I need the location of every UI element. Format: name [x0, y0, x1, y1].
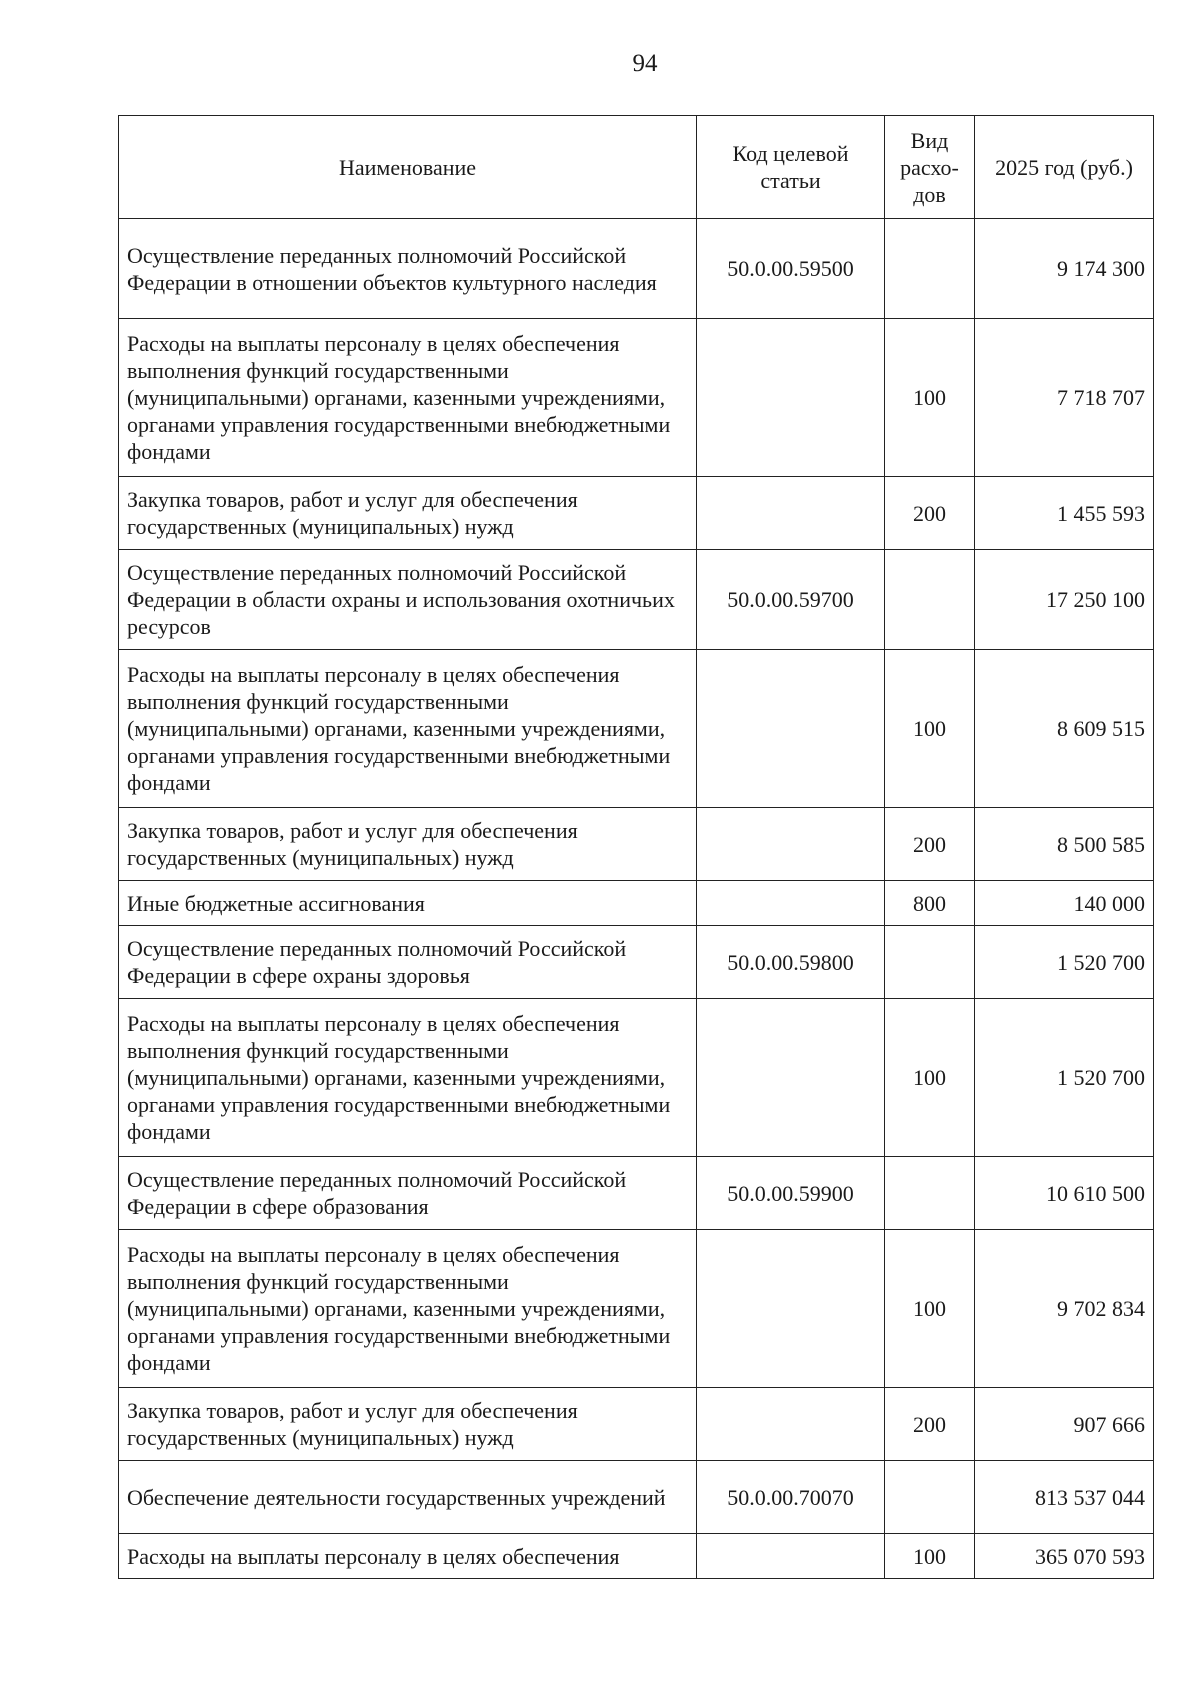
- row-kind: 100: [885, 650, 975, 808]
- row-code: [697, 881, 885, 926]
- row-name: Расходы на выплаты персоналу в целях обеспечения выполнения функций государственными (муниципальными) органами, казенными учреждениями, органами управления государственными внебюджетными фондами: [119, 650, 697, 808]
- row-code: [697, 1388, 885, 1461]
- row-amount: 9 174 300: [975, 219, 1154, 319]
- row-kind: [885, 219, 975, 319]
- row-amount: 1 455 593: [975, 477, 1154, 550]
- row-code: 50.0.00.59900: [697, 1157, 885, 1230]
- row-code: [697, 319, 885, 477]
- row-amount: 7 718 707: [975, 319, 1154, 477]
- row-name: Осуществление переданных полномочий Российской Федерации в сфере образования: [119, 1157, 697, 1230]
- row-name: Осуществление переданных полномочий Российской Федерации в отношении объектов культурного наследия: [119, 219, 697, 319]
- table-row: [119, 477, 1154, 550]
- row-amount: 365 070 593: [975, 1534, 1154, 1579]
- row-code: 50.0.00.59700: [697, 550, 885, 650]
- row-amount: 1 520 700: [975, 926, 1154, 999]
- row-code: [697, 477, 885, 550]
- row-name: Закупка товаров, работ и услуг для обеспечения государственных (муниципальных) нужд: [119, 808, 697, 881]
- row-kind: 200: [885, 808, 975, 881]
- row-name: Иные бюджетные ассигнования: [119, 881, 697, 926]
- header-code: Код целевой статьи: [697, 116, 885, 219]
- table-row: [119, 999, 1154, 1157]
- row-name: Закупка товаров, работ и услуг для обеспечения государственных (муниципальных) нужд: [119, 1388, 697, 1461]
- row-code: [697, 650, 885, 808]
- budget-table: [118, 115, 1154, 1579]
- row-amount: 8 609 515: [975, 650, 1154, 808]
- row-kind: 800: [885, 881, 975, 926]
- row-amount: 907 666: [975, 1388, 1154, 1461]
- row-kind: [885, 550, 975, 650]
- row-name: Осуществление переданных полномочий Российской Федерации в области охраны и использования охотничьих ресурсов: [119, 550, 697, 650]
- table-row: [119, 219, 1154, 319]
- row-kind: 200: [885, 1388, 975, 1461]
- row-kind: 100: [885, 319, 975, 477]
- row-kind: [885, 926, 975, 999]
- row-amount: 140 000: [975, 881, 1154, 926]
- table-row: [119, 1461, 1154, 1534]
- row-name: Расходы на выплаты персоналу в целях обеспечения выполнения функций государственными (муниципальными) органами, казенными учреждениями, органами управления государственными внебюджетными фондами: [119, 999, 697, 1157]
- row-kind: [885, 1461, 975, 1534]
- row-code: [697, 1230, 885, 1388]
- table-row: [119, 319, 1154, 477]
- row-amount: 813 537 044: [975, 1461, 1154, 1534]
- row-name: Закупка товаров, работ и услуг для обеспечения государственных (муниципальных) нужд: [119, 477, 697, 550]
- row-code: 50.0.00.59800: [697, 926, 885, 999]
- header-name: Наименование: [119, 116, 697, 219]
- table-row: [119, 550, 1154, 650]
- header-kind: Вид расхо-дов: [885, 116, 975, 219]
- table-header-row: [119, 116, 1154, 219]
- row-code: [697, 808, 885, 881]
- row-amount: 17 250 100: [975, 550, 1154, 650]
- page-number: 94: [632, 50, 658, 77]
- row-amount: 10 610 500: [975, 1157, 1154, 1230]
- table-row: [119, 1534, 1154, 1579]
- row-code: [697, 1534, 885, 1579]
- table-row: [119, 881, 1154, 926]
- table-row: [119, 650, 1154, 808]
- row-code: 50.0.00.59500: [697, 219, 885, 319]
- row-kind: 100: [885, 1230, 975, 1388]
- table-row: [119, 808, 1154, 881]
- row-name: Обеспечение деятельности государственных учреждений: [119, 1461, 697, 1534]
- row-kind: [885, 1157, 975, 1230]
- header-amount: 2025 год (руб.): [975, 116, 1154, 219]
- table-body: [119, 219, 1154, 1579]
- row-amount: 8 500 585: [975, 808, 1154, 881]
- row-name: Расходы на выплаты персоналу в целях обеспечения выполнения функций государственными (муниципальными) органами, казенными учреждениями, органами управления государственными внебюджетными фондами: [119, 1230, 697, 1388]
- row-kind: 100: [885, 999, 975, 1157]
- row-kind: 100: [885, 1534, 975, 1579]
- row-code: [697, 999, 885, 1157]
- row-code: 50.0.00.70070: [697, 1461, 885, 1534]
- row-amount: 1 520 700: [975, 999, 1154, 1157]
- row-kind: 200: [885, 477, 975, 550]
- table-row: [119, 926, 1154, 999]
- row-name: Осуществление переданных полномочий Российской Федерации в сфере охраны здоровья: [119, 926, 697, 999]
- table-row: [119, 1388, 1154, 1461]
- row-name: Расходы на выплаты персоналу в целях обеспечения: [119, 1534, 697, 1579]
- row-name: Расходы на выплаты персоналу в целях обеспечения выполнения функций государственными (муниципальными) органами, казенными учреждениями, органами управления государственными внебюджетными фондами: [119, 319, 697, 477]
- table-row: [119, 1230, 1154, 1388]
- table-row: [119, 1157, 1154, 1230]
- row-amount: 9 702 834: [975, 1230, 1154, 1388]
